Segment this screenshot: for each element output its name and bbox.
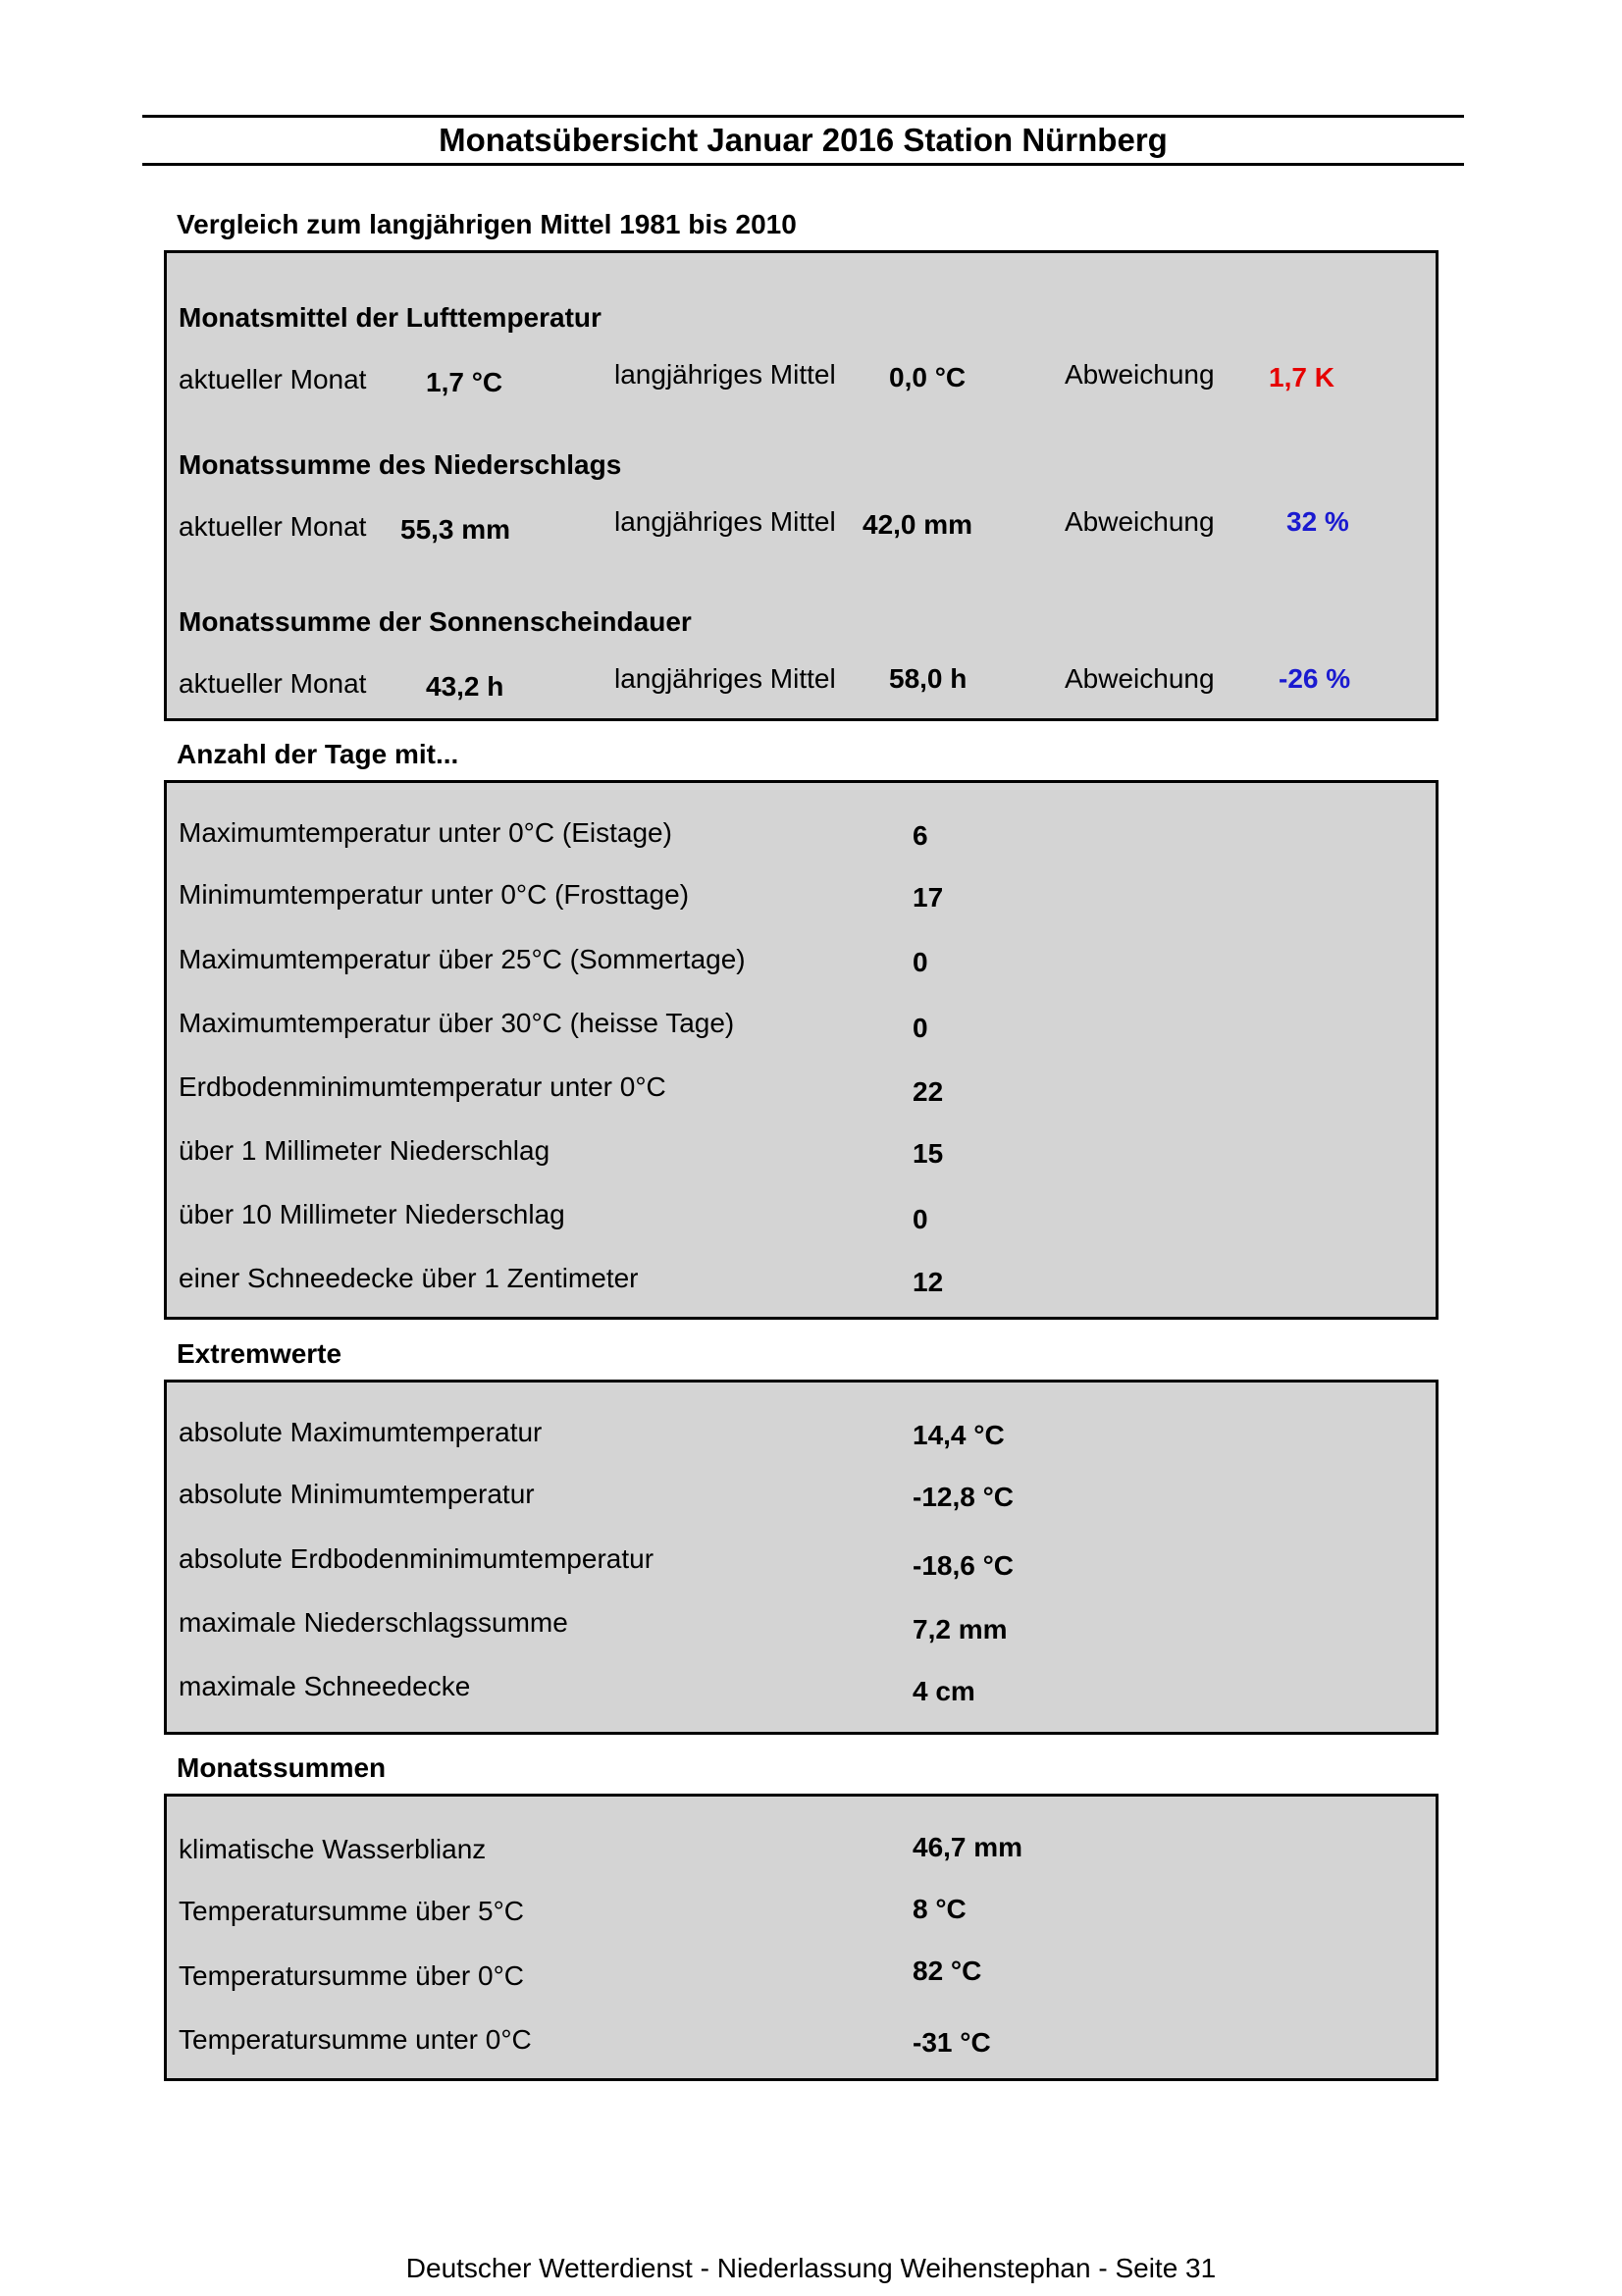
extremes-row-value: -12,8 °C	[913, 1482, 1015, 1512]
temperature-deviation-label: Abweichung	[1065, 359, 1215, 390]
title-rule-bottom	[142, 163, 1464, 166]
sums-row-value: 82 °C	[913, 1956, 982, 1986]
extremes-row-label: absolute Maximumtemperatur	[179, 1417, 543, 1447]
extremes-row-value: 4 cm	[913, 1676, 975, 1706]
temperature-current-label: aktueller Monat	[179, 364, 367, 394]
comparison-heading: Vergleich zum langjährigen Mittel 1981 bis 2010	[177, 209, 797, 239]
page-footer: Deutscher Wetterdienst - Niederlassung Weihenstephan - Seite 31	[405, 2253, 1217, 2283]
comparison-box	[164, 250, 1439, 721]
title-rule-top	[142, 115, 1464, 118]
sunshine-deviation-label: Abweichung	[1065, 663, 1215, 694]
sums-row-label: klimatische Wasserblianz	[179, 1834, 487, 1864]
extremes-row-value: 14,4 °C	[913, 1420, 1005, 1450]
days-row-label: über 10 Millimeter Niederschlag	[179, 1199, 565, 1229]
extremes-row-label: maximale Schneedecke	[179, 1671, 471, 1701]
page-title: Monatsübersicht Januar 2016 Station Nürnberg	[439, 122, 1168, 158]
precipitation-deviation-value: 32 %	[1286, 506, 1349, 537]
days-row-value: 15	[913, 1138, 944, 1169]
sums-row-value: -31 °C	[913, 2027, 991, 2058]
temperature-mean-value: 0,0 °C	[889, 362, 967, 392]
precipitation-mean-label: langjähriges Mittel	[614, 506, 836, 537]
days-row-label: Maximumtemperatur unter 0°C (Eistage)	[179, 817, 672, 848]
days-row-value: 0	[913, 1204, 928, 1234]
temperature-mean-label: langjähriges Mittel	[614, 359, 836, 390]
sunshine-deviation-value: -26 %	[1279, 663, 1351, 694]
days-row-label: Maximumtemperatur über 25°C (Sommertage)	[179, 944, 746, 974]
days-row-value: 22	[913, 1076, 944, 1107]
days-box	[164, 780, 1439, 1320]
sunshine-current-value: 43,2 h	[426, 671, 504, 702]
extremes-heading: Extremwerte	[177, 1338, 342, 1369]
sums-row-value: 46,7 mm	[913, 1832, 1023, 1862]
temperature-current-value: 1,7 °C	[426, 367, 503, 397]
extremes-row-label: absolute Minimumtemperatur	[179, 1479, 535, 1509]
days-row-value: 6	[913, 820, 928, 851]
extremes-row-value: 7,2 mm	[913, 1614, 1008, 1644]
days-row-value: 12	[913, 1267, 944, 1297]
days-row-label: über 1 Millimeter Niederschlag	[179, 1135, 550, 1166]
sunshine-mean-value: 58,0 h	[889, 663, 968, 694]
days-heading: Anzahl der Tage mit...	[177, 739, 459, 769]
days-row-value: 0	[913, 1013, 928, 1043]
extremes-row-value: -18,6 °C	[913, 1550, 1015, 1581]
sums-heading: Monatssummen	[177, 1752, 387, 1783]
sums-box	[164, 1794, 1439, 2081]
sums-row-label: Temperatursumme unter 0°C	[179, 2024, 532, 2055]
days-row-label: einer Schneedecke über 1 Zentimeter	[179, 1263, 639, 1293]
precipitation-deviation-label: Abweichung	[1065, 506, 1215, 537]
days-row-label: Maximumtemperatur über 30°C (heisse Tage)	[179, 1008, 735, 1038]
extremes-row-label: absolute Erdbodenminimumtemperatur	[179, 1543, 654, 1574]
days-row-label: Erdbodenminimumtemperatur unter 0°C	[179, 1071, 666, 1102]
temperature-deviation-value: 1,7 K	[1269, 362, 1334, 392]
days-row-label: Minimumtemperatur unter 0°C (Frosttage)	[179, 879, 690, 910]
temperature-heading: Monatsmittel der Lufttemperatur	[179, 302, 602, 333]
precipitation-mean-value: 42,0 mm	[863, 509, 973, 540]
sunshine-current-label: aktueller Monat	[179, 668, 367, 699]
days-row-value: 0	[913, 947, 928, 977]
extremes-box	[164, 1380, 1439, 1735]
precipitation-current-label: aktueller Monat	[179, 511, 367, 542]
precipitation-current-value: 55,3 mm	[400, 514, 511, 545]
sunshine-heading: Monatssumme der Sonnenscheindauer	[179, 606, 692, 637]
extremes-row-label: maximale Niederschlagssumme	[179, 1607, 568, 1638]
sums-row-label: Temperatursumme über 0°C	[179, 1960, 524, 1991]
sunshine-mean-label: langjähriges Mittel	[614, 663, 836, 694]
days-row-value: 17	[913, 882, 944, 913]
precipitation-heading: Monatssumme des Niederschlags	[179, 449, 622, 480]
sums-row-value: 8 °C	[913, 1894, 967, 1924]
sums-row-label: Temperatursumme über 5°C	[179, 1896, 524, 1926]
